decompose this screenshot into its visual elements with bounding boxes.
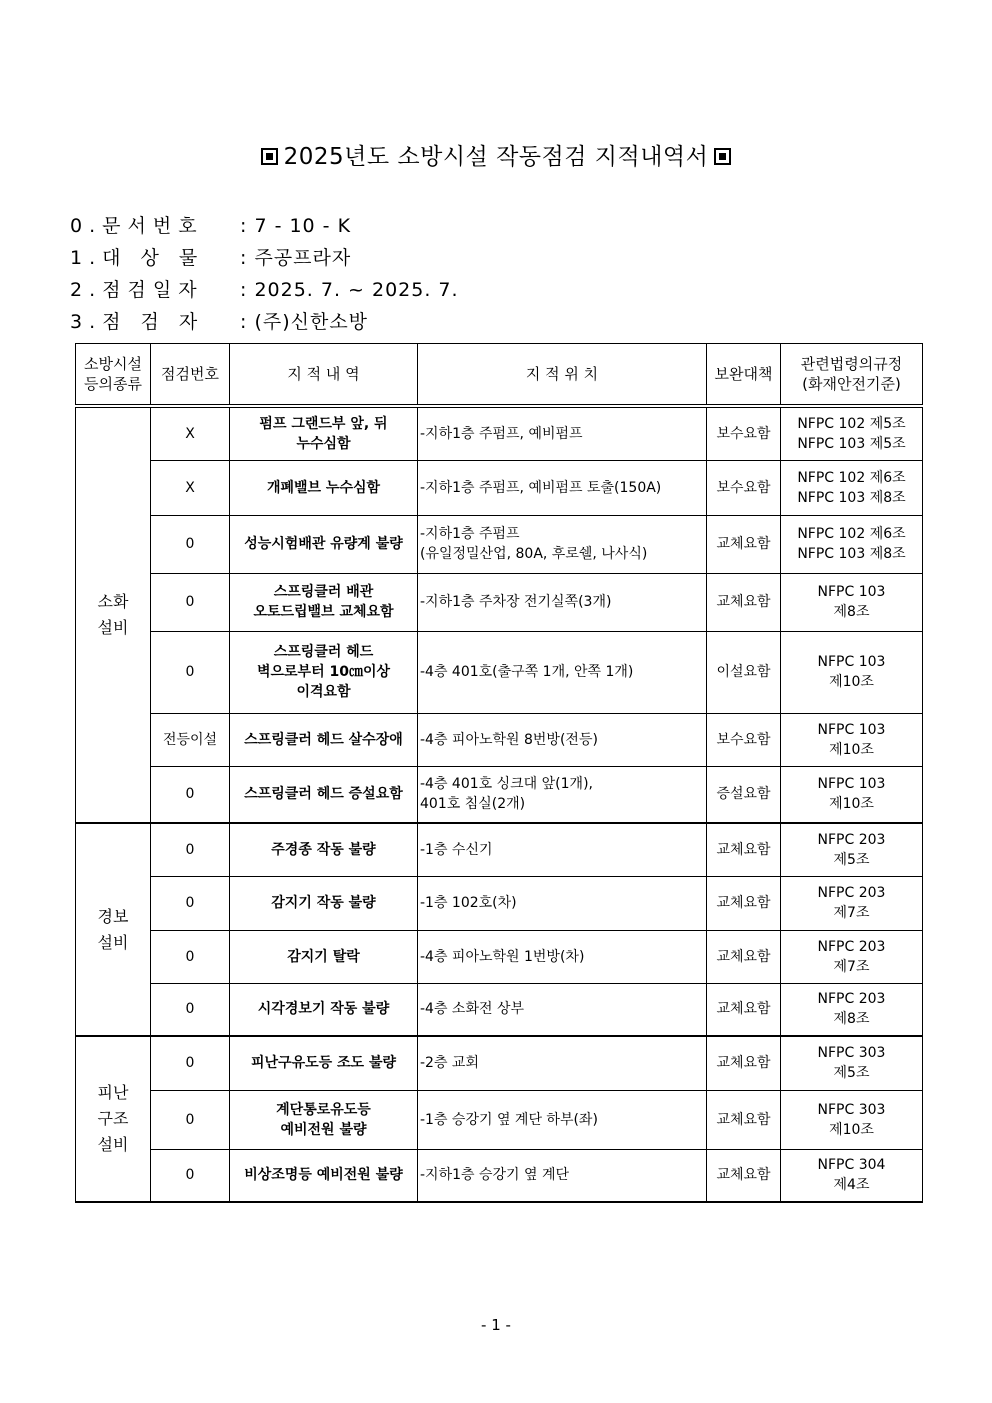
number-cell: 0	[151, 876, 230, 930]
document-meta	[70, 210, 459, 338]
header-action: 보완대책	[707, 344, 781, 407]
table-row	[76, 631, 923, 713]
action-cell: 교체요함	[707, 983, 781, 1036]
number-cell: 0	[151, 1036, 230, 1090]
law-cell: NFPC 203 제7조	[781, 876, 923, 930]
category-cell: 경보 설비	[76, 823, 151, 1036]
number-cell: 0	[151, 823, 230, 876]
header-item: 지 적 내 역	[230, 344, 418, 407]
number-cell: 0	[151, 930, 230, 983]
item-cell: 감지기 탈락	[230, 930, 418, 983]
table-row	[76, 515, 923, 573]
document-title	[0, 138, 992, 171]
table-body	[76, 406, 923, 1202]
action-cell: 보수요함	[707, 460, 781, 515]
location-cell: -지하1층 승강기 옆 계단	[418, 1149, 707, 1202]
action-cell: 교체요함	[707, 573, 781, 631]
law-cell: NFPC 203 제5조	[781, 823, 923, 876]
table-row	[76, 823, 923, 876]
law-cell: NFPC 203 제8조	[781, 983, 923, 1036]
location-cell: -4층 소화전 상부	[418, 983, 707, 1036]
item-cell: 계단통로유도등 예비전원 불량	[230, 1090, 418, 1149]
number-cell: 0	[151, 573, 230, 631]
law-cell: NFPC 102 제6조 NFPC 103 제8조	[781, 460, 923, 515]
law-cell: NFPC 103 제10조	[781, 713, 923, 766]
category-cell: 소화 설비	[76, 406, 151, 823]
item-cell: 피난구유도등 조도 불량	[230, 1036, 418, 1090]
location-cell: -4층 피아노학원 1번방(차)	[418, 930, 707, 983]
table-row	[76, 406, 923, 460]
header-law: 관련법령의규정 (화재안전기준)	[781, 344, 923, 407]
header-location: 지 적 위 치	[418, 344, 707, 407]
action-cell: 보수요함	[707, 406, 781, 460]
location-cell: -1층 102호(차)	[418, 876, 707, 930]
action-cell: 교체요함	[707, 876, 781, 930]
item-cell: 성능시험배관 유량계 불량	[230, 515, 418, 573]
action-cell: 교체요함	[707, 1090, 781, 1149]
action-cell: 이설요함	[707, 631, 781, 713]
title-text: 2025년도 소방시설 작동점검 지적내역서	[283, 144, 709, 170]
action-cell: 증설요함	[707, 766, 781, 823]
location-cell: -4층 401호(출구쪽 1개, 안쪽 1개)	[418, 631, 707, 713]
table-row	[76, 766, 923, 823]
number-cell: 0	[151, 983, 230, 1036]
item-cell: 펌프 그랜드부 앞, 뒤 누수심함	[230, 406, 418, 460]
header-number: 점검번호	[151, 344, 230, 407]
table-row	[76, 1149, 923, 1202]
item-cell: 스프링클러 헤드 증설요함	[230, 766, 418, 823]
table-row	[76, 1036, 923, 1090]
square-bullet-icon	[714, 148, 731, 165]
table-row	[76, 1090, 923, 1149]
item-cell: 개폐밸브 누수심함	[230, 460, 418, 515]
number-cell: 0	[151, 1149, 230, 1202]
item-cell: 주경종 작동 불량	[230, 823, 418, 876]
number-cell: X	[151, 460, 230, 515]
action-cell: 교체요함	[707, 515, 781, 573]
action-cell: 교체요함	[707, 1149, 781, 1202]
location-cell: -지하1층 주펌프, 예비펌프	[418, 406, 707, 460]
action-cell: 교체요함	[707, 823, 781, 876]
item-cell: 스프링클러 헤드 살수장애	[230, 713, 418, 766]
law-cell: NFPC 203 제7조	[781, 930, 923, 983]
findings-table	[75, 343, 923, 1203]
page-number: - 1 -	[481, 1316, 511, 1334]
location-cell: -지하1층 주차장 전기실쪽(3개)	[418, 573, 707, 631]
category-cell: 피난 구조 설비	[76, 1036, 151, 1202]
item-cell: 감지기 작동 불량	[230, 876, 418, 930]
meta-row-date: 2.점검일자 : 2025. 7. ~ 2025. 7.	[70, 279, 459, 301]
item-cell: 스프링클러 헤드 벽으로부터 10㎝이상 이격요함	[230, 631, 418, 713]
action-cell: 교체요함	[707, 1036, 781, 1090]
item-cell: 비상조명등 예비전원 불량	[230, 1149, 418, 1202]
number-cell: X	[151, 406, 230, 460]
header-category: 소방시설 등의종류	[76, 344, 151, 407]
number-cell: 0	[151, 1090, 230, 1149]
meta-row-doc-number: 0.문서번호 : 7 - 10 - K	[70, 215, 352, 237]
location-cell: -2층 교회	[418, 1036, 707, 1090]
law-cell: NFPC 303 제10조	[781, 1090, 923, 1149]
action-cell: 교체요함	[707, 930, 781, 983]
table-header-row	[76, 344, 923, 407]
location-cell: -4층 401호 싱크대 앞(1개), 401호 침실(2개)	[418, 766, 707, 823]
location-cell: -1층 수신기	[418, 823, 707, 876]
table-row	[76, 930, 923, 983]
law-cell: NFPC 102 제5조 NFPC 103 제5조	[781, 406, 923, 460]
location-cell: -지하1층 주펌프, 예비펌프 토출(150A)	[418, 460, 707, 515]
number-cell: 0	[151, 515, 230, 573]
law-cell: NFPC 103 제8조	[781, 573, 923, 631]
square-bullet-icon	[261, 148, 278, 165]
table-row	[76, 573, 923, 631]
meta-row-target: 1.대 상 물 : 주공프라자	[70, 247, 352, 269]
location-cell: -4층 피아노학원 8번방(전등)	[418, 713, 707, 766]
number-cell: 0	[151, 631, 230, 713]
meta-row-inspector: 3.점 검 자 : (주)신한소방	[70, 311, 369, 333]
table-row	[76, 460, 923, 515]
law-cell: NFPC 103 제10조	[781, 631, 923, 713]
law-cell: NFPC 304 제4조	[781, 1149, 923, 1202]
item-cell: 시각경보기 작동 불량	[230, 983, 418, 1036]
law-cell: NFPC 303 제5조	[781, 1036, 923, 1090]
location-cell: -1층 승강기 옆 계단 하부(좌)	[418, 1090, 707, 1149]
action-cell: 보수요함	[707, 713, 781, 766]
law-cell: NFPC 103 제10조	[781, 766, 923, 823]
item-cell: 스프링클러 배관 오토드립밸브 교체요함	[230, 573, 418, 631]
location-cell: -지하1층 주펌프 (유일정밀산업, 80A, 후로쉘, 나사식)	[418, 515, 707, 573]
table-row	[76, 713, 923, 766]
number-cell: 0	[151, 766, 230, 823]
table-row	[76, 876, 923, 930]
law-cell: NFPC 102 제6조 NFPC 103 제8조	[781, 515, 923, 573]
number-cell: 전등이설	[151, 713, 230, 766]
table-row	[76, 983, 923, 1036]
